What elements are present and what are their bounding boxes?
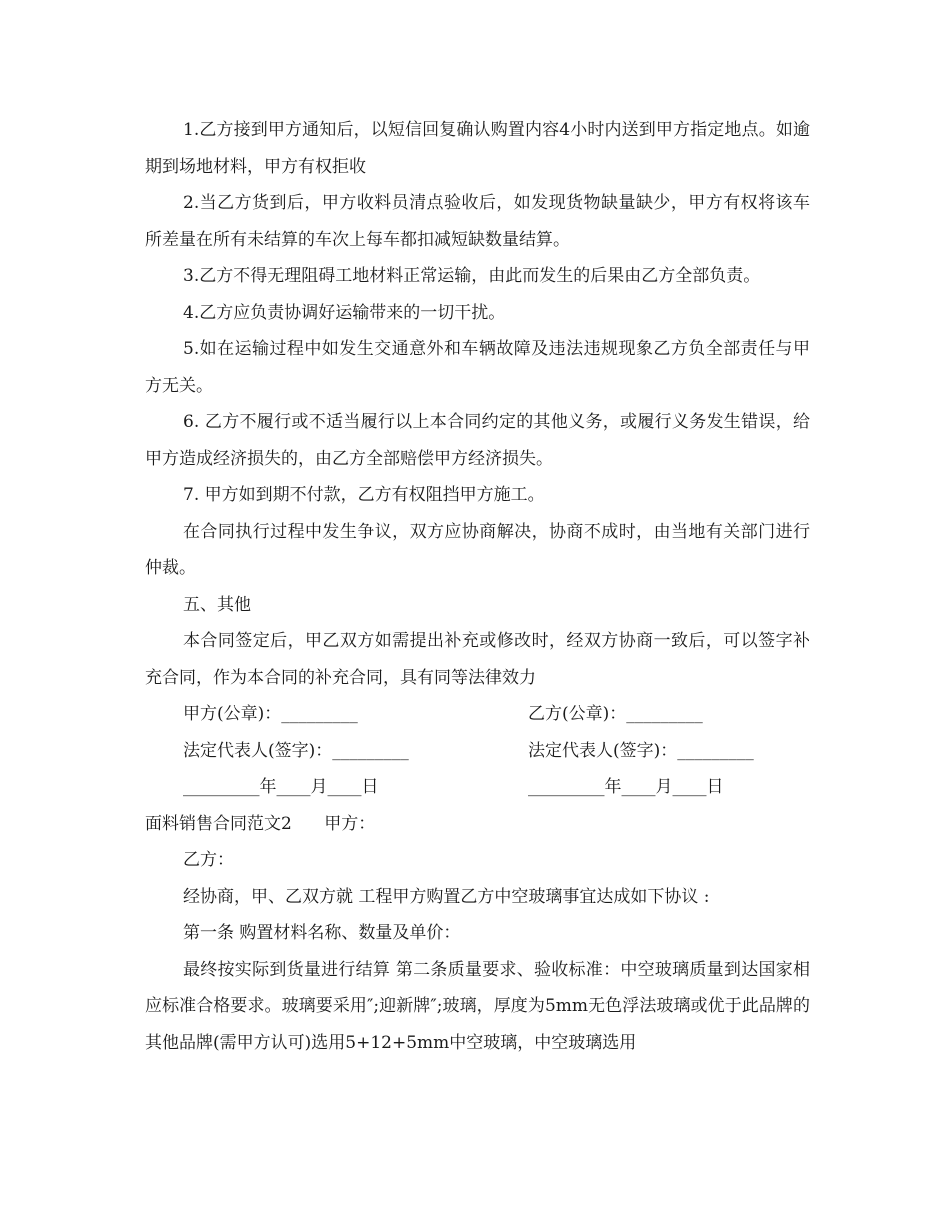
article-1-heading: 第一条 购置材料名称、数量及单价：	[183, 923, 461, 943]
article-2-paragraph: 最终按实际到货量进行结算 第二条质量要求、验收标准：中空玻璃质量到达国家相应标准合格要求。玻璃要采用″;迎新牌″;玻璃，厚度为5mm无色浮法玻璃或优于此品牌的其他品牌(需甲方认可)选用5+12+5mm中空玻璃，中空玻璃选用	[145, 959, 810, 1053]
signature-row-date	[145, 769, 810, 806]
clause-3: 3.乙方不得无理阻碍工地材料正常运输，由此而发生的后果由乙方全部负责。	[183, 266, 761, 286]
clause-6: 6. 乙方不履行或不适当履行以上本合同约定的其他义务，或履行义务发生错误，给甲方造成经济损失的，由乙方全部赔偿甲方经济损失。	[145, 412, 810, 469]
party-b-seal-field: 乙方(公章)：_________	[528, 704, 703, 724]
clause-7: 7. 甲方如到期不付款，乙方有权阻挡甲方施工。	[183, 485, 545, 505]
supplement-paragraph: 本合同签定后，甲乙双方如需提出补充或修改时，经双方协商一致后，可以签字补充合同，作为本合同的补充合同，具有同等法律效力	[145, 631, 810, 688]
party-a-date-field: _________年____月____日	[183, 777, 379, 797]
party-b-line: 乙方：	[183, 850, 234, 870]
agreement-intro: 经协商，甲、乙双方就 工程甲方购置乙方中空玻璃事宜达成如下协议 :	[183, 886, 710, 907]
party-b-date-field: _________年____月____日	[528, 777, 724, 797]
party-b-rep-field: 法定代表人(签字)：_________	[528, 740, 754, 761]
contract-title-line: 面料销售合同范文2 甲方：	[145, 813, 376, 834]
signature-row-representative	[145, 733, 810, 770]
dispute-paragraph: 在合同执行过程中发生争议，双方应协商解决，协商不成时，由当地有关部门进行仲裁。	[145, 521, 810, 578]
document-body	[145, 112, 810, 1061]
section-heading-other: 五、其他	[183, 594, 251, 615]
party-a-rep-field: 法定代表人(签字)：_________	[183, 740, 409, 761]
clause-1: 1.乙方接到甲方通知后，以短信回复确认购置内容4小时内送到甲方指定地点。如逾期到场地材料，甲方有权拒收	[145, 120, 810, 177]
clause-4: 4.乙方应负责协调好运输带来的一切干扰。	[183, 302, 506, 323]
signature-row-seal	[145, 696, 810, 733]
party-a-seal-field: 甲方(公章)：_________	[183, 704, 358, 724]
clause-5: 5.如在运输过程中如发生交通意外和车辆故障及违法违规现象乙方负全部责任与甲方无关。	[145, 339, 810, 396]
clause-2: 2.当乙方货到后，甲方收料员清点验收后，如发现货物缺量缺少，甲方有权将该车所差量在所有未结算的车次上每车都扣减短缺数量结算。	[145, 193, 810, 250]
